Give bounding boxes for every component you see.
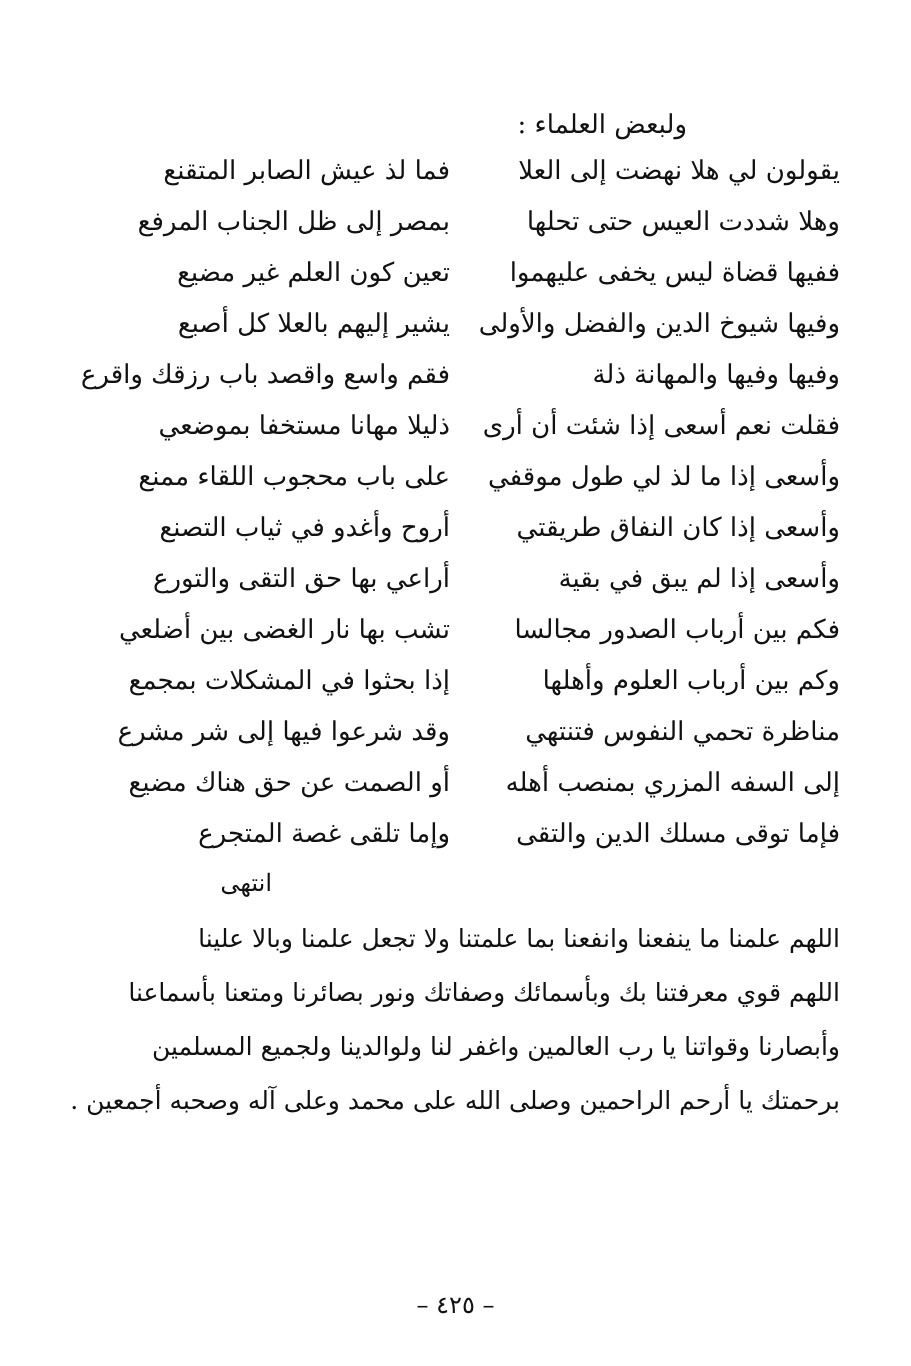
poem-verse	[100, 760, 840, 811]
poem-verse	[100, 607, 840, 658]
verse-second-hemistich: أراعي بها حق التقى والتورع	[152, 564, 450, 594]
poem-verse	[100, 403, 840, 454]
closing-prayer	[70, 912, 840, 1128]
verse-first-hemistich: إلى السفه المزري بمنصب أهله	[505, 768, 840, 798]
prayer-line: برحمتك يا أرحم الراحمين وصلى الله على محمد وعلى آله وصحبه أجمعين .	[70, 1086, 840, 1115]
verse-first-hemistich: وفيها شيوخ الدين والفضل والأولى	[478, 309, 840, 339]
poem-verse	[100, 148, 840, 199]
poem-verse	[100, 250, 840, 301]
poem-verse	[80, 352, 840, 403]
verse-second-hemistich: إذا بحثوا في المشكلات بمجمع	[128, 666, 450, 696]
verse-second-hemistich: تعين كون العلم غير مضيع	[177, 258, 450, 288]
verse-first-hemistich: وأسعى إذا كان النفاق طريقتي	[516, 513, 840, 543]
verse-second-hemistich: أو الصمت عن حق هناك مضيع	[128, 768, 450, 798]
verse-second-hemistich: تشب بها نار الغضى بين أضلعي	[118, 615, 450, 645]
verse-first-hemistich: وفيها وفيها والمهانة ذلة	[592, 360, 840, 390]
poem-verse	[100, 301, 840, 352]
verse-second-hemistich: بمصر إلى ظل الجناب المرفع	[137, 207, 450, 237]
poem-verse	[100, 454, 840, 505]
prayer-line: اللهم علمنا ما ينفعنا وانفعنا بما علمتنا ولا تجعل علمنا وبالا علينا	[198, 924, 840, 953]
verse-second-hemistich: على باب محجوب اللقاء ممنع	[138, 462, 450, 492]
verse-second-hemistich: وقد شرعوا فيها إلى شر مشرع	[117, 717, 450, 747]
poem-verse	[100, 811, 840, 862]
verse-second-hemistich: وإما تلقى غصة المتجرع	[198, 819, 450, 849]
verse-first-hemistich: وكم بين أرباب العلوم وأهلها	[542, 666, 840, 696]
verse-first-hemistich: فكم بين أرباب الصدور مجالسا	[514, 615, 840, 645]
poem-verse	[100, 505, 840, 556]
section-heading: ولبعض العلماء :	[517, 110, 687, 140]
closing-word: انتهى	[220, 869, 272, 897]
poem-verse	[100, 199, 840, 250]
poem-verse	[100, 658, 840, 709]
verse-first-hemistich: مناظرة تحمي النفوس فتنتهي	[525, 717, 840, 747]
poem	[80, 148, 840, 862]
prayer-line: اللهم قوي معرفتنا بك وبأسمائك وصفاتك ونور بصائرنا ومتعنا بأسماعنا	[128, 978, 840, 1007]
poem-verse	[100, 556, 840, 607]
verse-second-hemistich: ذليلا مهانا مستخفا بموضعي	[158, 411, 450, 441]
verse-second-hemistich: فقم واسع واقصد باب رزقك واقرع	[80, 360, 450, 390]
verse-first-hemistich: ففيها قضاة ليس يخفى عليهموا	[509, 258, 840, 288]
verse-first-hemistich: وأسعى إذا لم يبق في بقية	[558, 564, 840, 594]
verse-second-hemistich: يشير إليهم بالعلا كل أصبع	[177, 309, 450, 339]
verse-first-hemistich: وأسعى إذا ما لذ لي طول موقفي	[487, 462, 840, 492]
verse-first-hemistich: يقولون لي هلا نهضت إلى العلا	[518, 156, 840, 186]
verse-second-hemistich: أروح وأغدو في ثياب التصنع	[159, 513, 450, 543]
verse-first-hemistich: وهلا شددت العيس حتى تحلها	[526, 207, 840, 237]
prayer-line: وأبصارنا وقواتنا يا رب العالمين واغفر لنا ولوالدينا ولجميع المسلمين	[152, 1032, 840, 1061]
verse-second-hemistich: فما لذ عيش الصابر المتقنع	[163, 156, 450, 186]
poem-verse	[100, 709, 840, 760]
verse-first-hemistich: فقلت نعم أسعى إذا شئت أن أرى	[482, 411, 840, 441]
verse-first-hemistich: فإما توقى مسلك الدين والتقى	[516, 819, 840, 849]
page-number: – ٤٢٥ –	[416, 1291, 495, 1319]
